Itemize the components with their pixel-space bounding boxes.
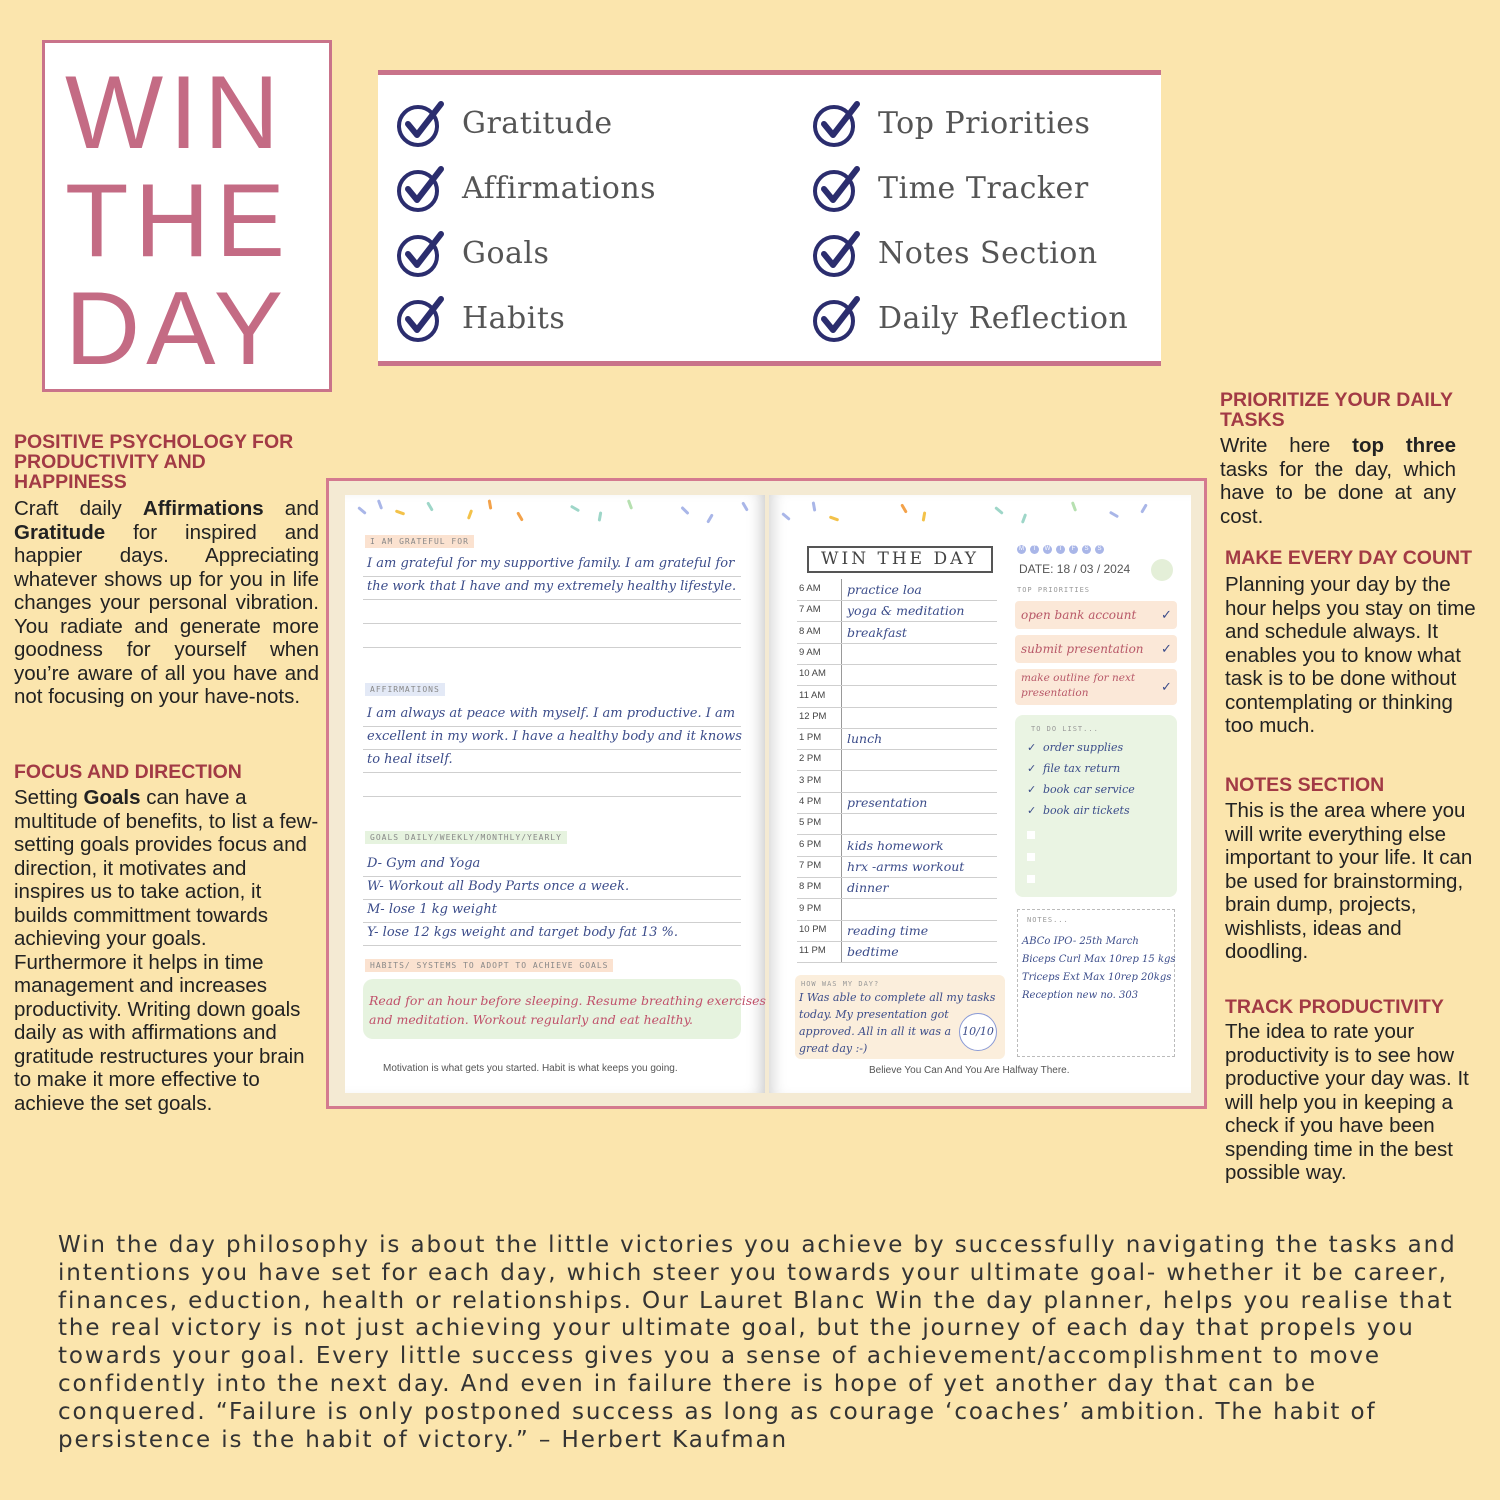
check-icon: ✓: [1027, 784, 1037, 796]
hour-task: yoga & meditation: [847, 603, 965, 619]
grateful-line: I am grateful for my supportive family. I am grateful for: [367, 556, 735, 571]
reflection-line: today. My presentation got: [799, 1008, 949, 1021]
hour-task: kids homework: [847, 837, 944, 853]
hour-label: 6 AM: [799, 583, 821, 594]
notes-box: [1017, 909, 1175, 1057]
hour-label: 7 AM: [799, 604, 821, 616]
check-icon: ✓: [1161, 679, 1172, 694]
todo-label: TO DO LIST...: [1031, 725, 1099, 733]
hour-label: 10 PM: [799, 923, 827, 935]
check-icon: ✓: [1161, 607, 1172, 622]
feature-item: [394, 95, 613, 151]
top-priorities-label: TOP PRIORITIES: [1017, 586, 1091, 594]
planner-title: WIN THE DAY: [807, 546, 993, 573]
date-dot: [1151, 559, 1173, 581]
check-circle-icon: [394, 161, 448, 215]
hour-row-divider: [797, 813, 997, 814]
hour-row-divider: [797, 707, 997, 708]
reflection-line: great day :-): [799, 1042, 868, 1055]
reflection-line: I Was able to complete all my tasks: [799, 991, 996, 1004]
reflection-line: approved. All in all it was a: [799, 1025, 952, 1038]
check-icon: ✓: [1027, 763, 1037, 775]
weekday-selector: M T W T F S S: [1017, 545, 1104, 554]
feature-item: [810, 160, 1089, 216]
planner-date: DATE: 18 / 03 / 2024: [1019, 562, 1131, 576]
hour-row-divider: [797, 834, 997, 835]
check-icon: ✓: [1027, 742, 1037, 754]
section-text-positive-psychology: Craft daily Affirmations and Gratitude for inspired and happier days. Appreciating whatever shows up for you in life changes your personal vibration. You radiate and generate more goodness for yourself when you’re aware of all you have and not focusing on your have-nots.: [14, 497, 319, 708]
hour-row-divider: [797, 898, 997, 899]
planner-preview: [326, 478, 1207, 1109]
hour-label: 9 AM: [799, 646, 821, 658]
hour-row-divider: [797, 792, 997, 793]
section-text-track: The idea to rate your productivity is to see how productive your day was. It will help you in keeping a check if you have been spending time in the best possible way.: [1225, 1020, 1469, 1184]
todo-item: book air tickets: [1043, 804, 1130, 817]
hour-label: 11 AM: [799, 689, 826, 701]
note-line: Triceps Ext Max 10rep 20kgs: [1022, 972, 1172, 983]
reflection-label: HOW WAS MY DAY?: [801, 980, 880, 988]
hour-row-divider: [797, 600, 997, 601]
hour-label: 5 PM: [799, 817, 822, 829]
hour-task: hrx -arms workout: [847, 858, 965, 874]
goal-line: D- Gym and Yoga: [367, 856, 481, 871]
habit-line: and meditation. Workout regularly and eat healthy.: [369, 1012, 693, 1027]
affirmation-line: excellent in my work. I have a healthy body and it knows: [367, 729, 742, 744]
grateful-line: the work that I have and my extremely healthy lifestyle.: [367, 579, 737, 594]
habits-label: HABITS/ SYSTEMS TO ADOPT TO ACHIEVE GOALS: [365, 959, 613, 972]
hour-row-divider: [797, 621, 997, 622]
feature-item: [394, 160, 656, 216]
hour-row-divider: [797, 877, 997, 878]
hour-label: 8 PM: [799, 881, 822, 893]
todo-item: file tax return: [1043, 762, 1121, 775]
feature-label: Goals: [462, 235, 550, 271]
section-heading-every-day: MAKE EVERY DAY COUNT: [1225, 547, 1473, 569]
goal-line: M- lose 1 kg weight: [367, 902, 497, 917]
hour-label: 9 PM: [799, 902, 822, 914]
todo-item: book car service: [1043, 783, 1135, 796]
hour-label: 2 PM: [799, 753, 822, 765]
hour-row-divider: [797, 749, 997, 750]
hour-row-divider: [797, 643, 997, 644]
section-heading-track: TRACK PRODUCTIVITY: [1225, 996, 1444, 1018]
feature-item: [810, 225, 1098, 281]
productivity-rating: 10/10: [959, 1013, 997, 1051]
note-line: ABCo IPO- 25th March: [1022, 936, 1139, 947]
goal-line: W- Workout all Body Parts once a week.: [367, 879, 630, 894]
priority-item: submit presentation: [1021, 642, 1144, 656]
hour-task: breakfast: [847, 624, 907, 640]
habits-box: [363, 979, 741, 1039]
feature-label: Notes Section: [878, 235, 1098, 271]
section-heading-notes: NOTES SECTION: [1225, 774, 1385, 796]
check-circle-icon: [810, 291, 864, 345]
habit-line: Read for an hour before sleeping. Resume breathing exercises: [369, 993, 766, 1008]
section-heading-prioritize: PRIORITIZE YOUR DAILY TASKS: [1220, 389, 1453, 431]
hour-label: 6 PM: [799, 838, 822, 850]
empty-checkbox: [1027, 831, 1035, 839]
section-text-notes: This is the area where you will write everything else important to your life. It can be used for brainstorming, brain dump, projects, wishlists, ideas and doodling.: [1225, 799, 1473, 963]
hour-label: 12 PM: [799, 710, 827, 722]
left-page-quote: Motivation is what gets you started. Habit is what keeps you going.: [383, 1063, 678, 1074]
check-circle-icon: [810, 226, 864, 280]
hour-task: bedtime: [847, 944, 899, 960]
logo-line-1: WIN: [65, 55, 286, 171]
philosophy-paragraph: Win the day philosophy is about the little victories you achieve by successfully navigating the tasks and intentions you have set for each day, which steer you towards your ultimate goal- whether it be career, finances, eduction, health or relationships. Our Lauret Blanc Win the day planner, helps you realise that the real victory is not just achieving your ultimate goal, but the journey of each day that propels you towards your goal. Every little success gives you a sense of achievement/accomplishment to move confidently into the next day. And even in failure there is hope of yet another day that can be conquered. “Failure is only postponed success as long as courage ‘coaches’ ambition. The habit of persistence is the habit of victory.” – Herbert Kaufman: [58, 1232, 1457, 1453]
goals-label: GOALS DAILY/WEEKLY/MONTHLY/YEARLY: [365, 831, 567, 844]
todo-item: order supplies: [1043, 741, 1124, 754]
note-line: Reception new no. 303: [1022, 990, 1139, 1001]
check-circle-icon: [394, 226, 448, 280]
hour-label: 8 AM: [799, 625, 821, 637]
hour-row-divider: [797, 962, 997, 963]
feature-label: Daily Reflection: [878, 300, 1129, 336]
hour-row-divider: [797, 770, 997, 771]
hour-row-divider: [797, 920, 997, 921]
hour-row-divider: [797, 685, 997, 686]
hour-task: reading time: [847, 922, 929, 938]
priority-item: open bank account: [1021, 608, 1137, 622]
section-heading-focus: FOCUS AND DIRECTION: [14, 761, 242, 783]
section-text-every-day: Planning your day by the hour helps you stay on time and schedule always. It enables you to know what task is to be done without contemplating or thinking too much.: [1225, 573, 1476, 737]
note-line: Biceps Curl Max 10rep 15 kgs: [1022, 954, 1176, 965]
feature-label: Gratitude: [462, 105, 613, 141]
hour-schedule: [797, 579, 997, 969]
feature-label: Time Tracker: [878, 170, 1089, 206]
feature-label: Habits: [462, 300, 566, 336]
hour-row-divider: [797, 941, 997, 942]
feature-item: [810, 290, 1128, 346]
logo-line-2: THE: [65, 163, 291, 279]
right-page-quote: Believe You Can And You Are Halfway There.: [869, 1065, 1070, 1076]
features-panel: [378, 70, 1161, 366]
feature-item: [394, 290, 565, 346]
check-icon: ✓: [1027, 805, 1037, 817]
check-icon: ✓: [1161, 641, 1172, 656]
notes-label: NOTES...: [1027, 916, 1069, 924]
affirmation-line: to heal itself.: [367, 752, 453, 767]
check-circle-icon: [394, 291, 448, 345]
hour-row-divider: [797, 728, 997, 729]
goal-line: Y- lose 12 kgs weight and target body fat 13 %.: [367, 925, 679, 940]
planner-left-page: [345, 495, 765, 1093]
hour-task: presentation: [847, 795, 928, 810]
section-heading-positive-psychology: POSITIVE PSYCHOLOGY FOR PRODUCTIVITY AND HAPPINESS: [14, 431, 294, 493]
priority-item: make outline for next: [1021, 672, 1136, 684]
empty-checkbox: [1027, 875, 1035, 883]
hour-label: 1 PM: [799, 732, 822, 744]
feature-item: [394, 225, 549, 281]
hour-task: practice loa: [847, 582, 922, 597]
section-text-focus: Setting Goals can have a multitude of benefits, to list a few- setting goals provides focus and direction, it motivates and inspires us to take action, it builds committment towards achieving your goals. Furthermore it helps in time management and increases productivity. Writing down goals daily as with affirmations and gratitude restructures your brain to make it more effective to achieve the set goals.: [14, 786, 319, 1115]
hour-label: 3 PM: [799, 774, 822, 786]
section-text-prioritize: Write here top three tasks for the day, which have to be done at any cost.: [1220, 434, 1456, 528]
empty-checkbox: [1027, 853, 1035, 861]
feature-item: [810, 95, 1090, 151]
check-circle-icon: [810, 161, 864, 215]
hour-label: 7 PM: [799, 859, 822, 871]
grateful-label: I AM GRATEFUL FOR: [365, 535, 474, 548]
hour-label: 10 AM: [799, 668, 826, 680]
check-circle-icon: [394, 96, 448, 150]
hour-label: 11 PM: [799, 945, 826, 957]
planner-right-page: [769, 495, 1191, 1093]
hour-row-divider: [797, 664, 997, 665]
feature-label: Affirmations: [462, 170, 657, 206]
hour-task: dinner: [847, 880, 889, 896]
hour-row-divider: [797, 856, 997, 857]
logo-win-the-day: [42, 40, 332, 392]
feature-label: Top Priorities: [878, 105, 1091, 141]
check-circle-icon: [810, 96, 864, 150]
hour-label: 4 PM: [799, 796, 822, 807]
priority-item: presentation: [1021, 687, 1089, 699]
hour-task: lunch: [847, 731, 883, 747]
logo-line-3: DAY: [65, 271, 290, 387]
affirmations-label: AFFIRMATIONS: [365, 683, 445, 696]
affirmation-line: I am always at peace with myself. I am productive. I am: [367, 706, 736, 721]
